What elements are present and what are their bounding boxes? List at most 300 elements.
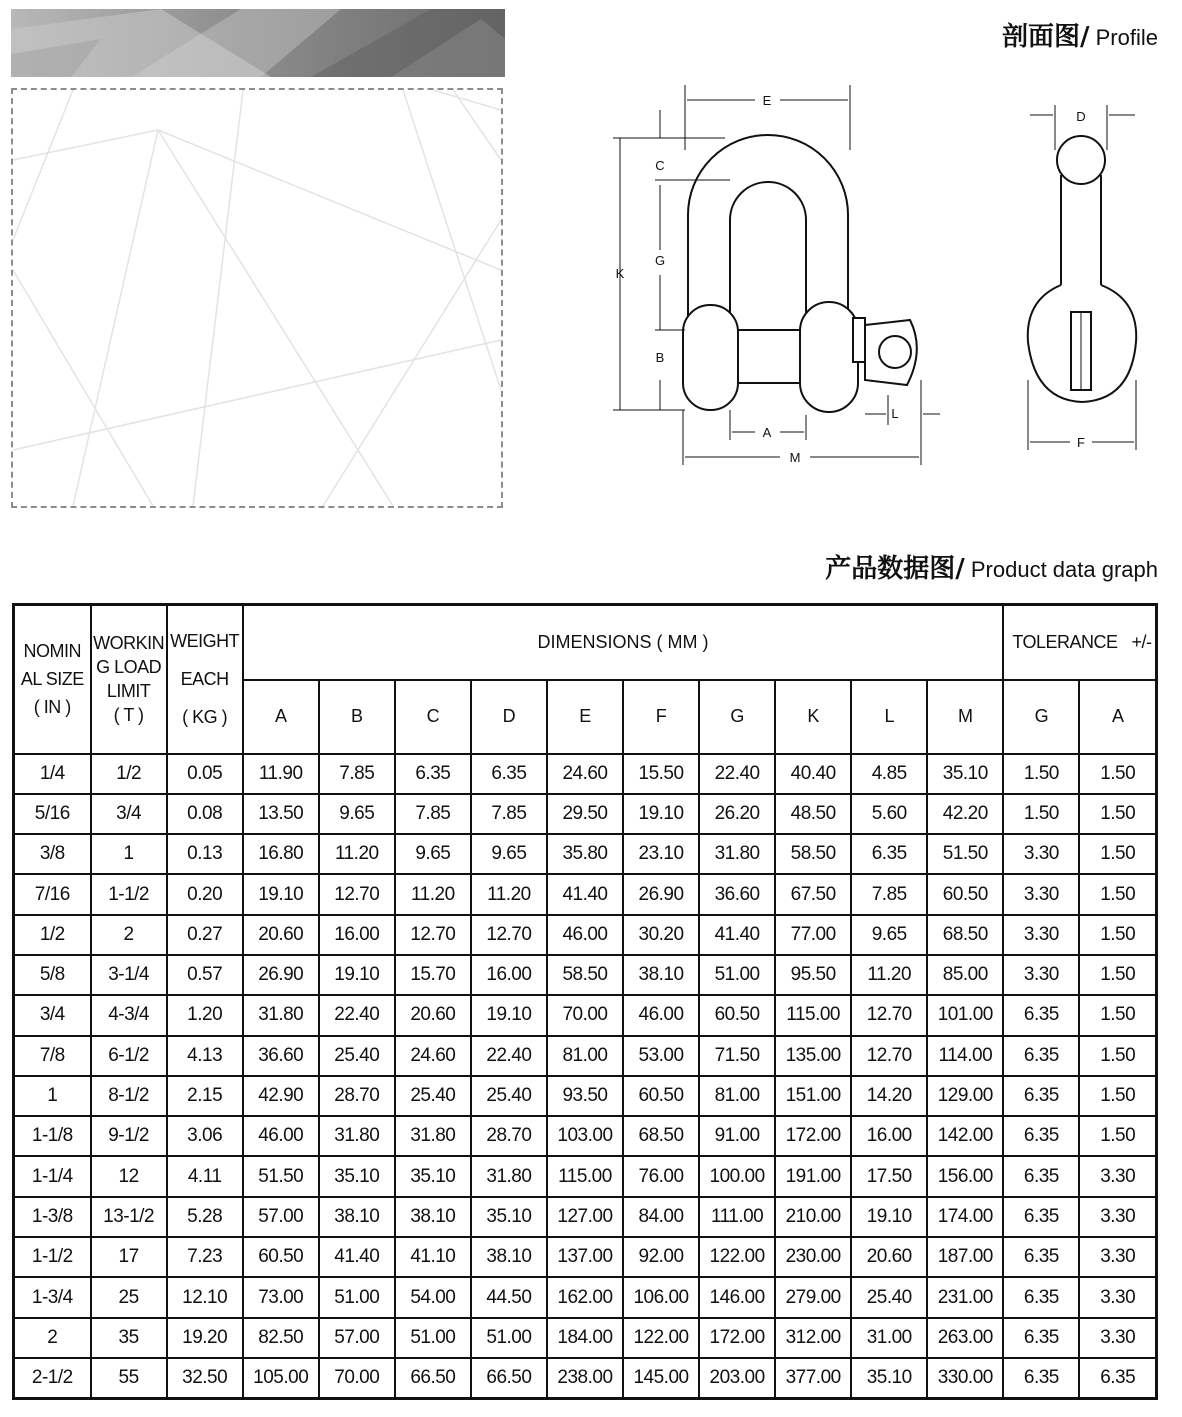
table-cell: 6-1/2 [91,1036,167,1076]
table-row [14,1318,1157,1358]
table-cell: 172.00 [775,1116,851,1156]
table-cell: 35.10 [395,1156,471,1196]
table-cell: 6.35 [1003,1036,1079,1076]
table-cell: 32.50 [167,1358,243,1398]
table-cell: 44.50 [471,1277,547,1317]
table-cell: 263.00 [927,1318,1003,1358]
table-cell: 31.80 [471,1156,547,1196]
table-cell: 1/2 [14,915,91,955]
table-cell: 31.80 [395,1116,471,1156]
table-cell: 22.40 [471,1036,547,1076]
profile-heading-en: Profile [1089,25,1158,50]
table-cell: 1.50 [1079,1076,1156,1116]
table-cell: 6.35 [1003,1318,1079,1358]
table-cell: 30.20 [623,915,699,955]
header-nominal-size [14,605,91,754]
table-cell: 12 [91,1156,167,1196]
table-row [14,915,1157,955]
header-line: ( KG ) [182,707,228,728]
table-cell: 41.40 [699,915,775,955]
table-cell: 9.65 [395,834,471,874]
table-cell: 42.90 [243,1076,319,1116]
header-dim-a: A [243,680,319,754]
table-cell: 3/4 [91,794,167,834]
table-row [14,1036,1157,1076]
table-cell: 22.40 [319,995,395,1035]
table-cell: 25.40 [395,1076,471,1116]
table-cell: 191.00 [775,1156,851,1196]
table-cell: 4.13 [167,1036,243,1076]
table-cell: 12.70 [319,874,395,914]
table-cell: 5.28 [167,1197,243,1237]
table-cell: 9.65 [319,794,395,834]
table-cell: 2 [14,1318,91,1358]
table-cell: 84.00 [623,1197,699,1237]
table-cell: 22.40 [699,754,775,794]
label-L: L [891,406,899,421]
table-cell: 31.80 [699,834,775,874]
table-cell: 11.20 [471,874,547,914]
table-cell: 51.50 [927,834,1003,874]
table-cell: 3/4 [14,995,91,1035]
table-cell: 312.00 [775,1318,851,1358]
table-cell: 1.50 [1079,874,1156,914]
table-cell: 238.00 [547,1358,623,1398]
table-cell: 12.70 [851,995,927,1035]
table-cell: 58.50 [547,955,623,995]
table-cell: 1.50 [1079,794,1156,834]
table-cell: 6.35 [851,834,927,874]
table-cell: 1.50 [1079,955,1156,995]
label-K: K [615,266,625,281]
header-dim-e: E [547,680,623,754]
label-B: B [655,350,665,365]
table-cell: 1 [91,834,167,874]
table-cell: 38.10 [471,1237,547,1277]
table-cell: 3.30 [1003,955,1079,995]
table-cell: 35.10 [851,1358,927,1398]
table-cell: 100.00 [699,1156,775,1196]
table-cell: 19.20 [167,1318,243,1358]
table-cell: 24.60 [395,1036,471,1076]
table-cell: 187.00 [927,1237,1003,1277]
table-cell: 1.50 [1079,1036,1156,1076]
label-F: F [1077,435,1085,450]
label-G: G [654,253,666,268]
table-cell: 48.50 [775,794,851,834]
table-cell: 38.10 [395,1197,471,1237]
table-cell: 31.00 [851,1318,927,1358]
table-cell: 7.23 [167,1237,243,1277]
table-cell: 11.20 [851,955,927,995]
table-cell: 279.00 [775,1277,851,1317]
table-cell: 231.00 [927,1277,1003,1317]
table-cell: 146.00 [699,1277,775,1317]
table-cell: 8-1/2 [91,1076,167,1116]
table-cell: 16.00 [319,915,395,955]
table-cell: 115.00 [775,995,851,1035]
table-cell: 106.00 [623,1277,699,1317]
table-cell: 7.85 [395,794,471,834]
table-cell: 57.00 [243,1197,319,1237]
table-cell: 70.00 [319,1358,395,1398]
header-tol-g: G [1003,680,1079,754]
table-cell: 29.50 [547,794,623,834]
table-cell: 2-1/2 [14,1358,91,1398]
table-cell: 6.35 [1003,1116,1079,1156]
table-cell: 6.35 [1003,1358,1079,1398]
table-cell: 51.00 [319,1277,395,1317]
table-cell: 26.90 [623,874,699,914]
table-cell: 114.00 [927,1036,1003,1076]
table-cell: 15.50 [623,754,699,794]
table-cell: 13.50 [243,794,319,834]
table-cell: 51.00 [471,1318,547,1358]
table-cell: 111.00 [699,1197,775,1237]
table-cell: 24.60 [547,754,623,794]
table-cell: 53.00 [623,1036,699,1076]
header-line: EACH [180,669,229,690]
table-cell: 12.70 [851,1036,927,1076]
product-photo-frame [11,88,503,508]
header-tolerance [1003,605,1156,680]
table-cell: 3.30 [1079,1318,1156,1358]
table-cell: 6.35 [1003,1156,1079,1196]
header-dim-c: C [395,680,471,754]
table-cell: 1-1/4 [14,1156,91,1196]
table-cell: 7/8 [14,1036,91,1076]
table-cell: 3.30 [1079,1237,1156,1277]
table-cell: 41.40 [547,874,623,914]
header-dim-l: L [851,680,927,754]
table-cell: 3.30 [1003,834,1079,874]
table-cell: 77.00 [775,915,851,955]
table-cell: 35.10 [319,1156,395,1196]
table-cell: 28.70 [471,1116,547,1156]
header-dim-b: B [319,680,395,754]
table-cell: 60.50 [243,1237,319,1277]
table-cell: 1.20 [167,995,243,1035]
table-cell: 25.40 [319,1036,395,1076]
table-cell: 46.00 [623,995,699,1035]
header-line: ( T ) [113,705,144,726]
table-cell: 28.70 [319,1076,395,1116]
table-cell: 19.10 [471,995,547,1035]
table-row [14,1116,1157,1156]
table-cell: 70.00 [547,995,623,1035]
table-cell: 3.30 [1079,1197,1156,1237]
header-dimensions: DIMENSIONS ( MM ) [243,605,1004,680]
table-cell: 40.40 [775,754,851,794]
table-cell: 129.00 [927,1076,1003,1116]
table-cell: 91.00 [699,1116,775,1156]
header-tol-a: A [1079,680,1156,754]
table-cell: 1.50 [1079,754,1156,794]
header-dim-k: K [775,680,851,754]
header-dim-m: M [927,680,1003,754]
table-cell: 6.35 [471,754,547,794]
table-cell: 25 [91,1277,167,1317]
table-cell: 0.27 [167,915,243,955]
shackle-dimension-drawing [595,80,1155,480]
table-cell: 2 [91,915,167,955]
table-cell: 20.60 [851,1237,927,1277]
table-cell: 3.30 [1079,1156,1156,1196]
table-cell: 1 [14,1076,91,1116]
table-cell: 162.00 [547,1277,623,1317]
table-cell: 5/16 [14,794,91,834]
table-cell: 4.11 [167,1156,243,1196]
table-cell: 38.10 [319,1197,395,1237]
table-cell: 184.00 [547,1318,623,1358]
table-cell: 82.50 [243,1318,319,1358]
table-cell: 14.20 [851,1076,927,1116]
table-cell: 17 [91,1237,167,1277]
table-cell: 1/4 [14,754,91,794]
table-cell: 68.50 [927,915,1003,955]
table-cell: 11.20 [395,874,471,914]
table-cell: 85.00 [927,955,1003,995]
header-line: ( IN ) [33,697,71,718]
header-tolerance-sign: +/- [1131,631,1152,652]
table-cell: 35.80 [547,834,623,874]
table-cell: 172.00 [699,1318,775,1358]
table-cell: 11.20 [319,834,395,874]
table-cell: 19.10 [623,794,699,834]
table-cell: 122.00 [623,1318,699,1358]
data-graph-heading [825,548,1158,585]
table-row [14,834,1157,874]
table-cell: 17.50 [851,1156,927,1196]
label-A: A [762,425,772,440]
table-cell: 7.85 [319,754,395,794]
table-cell: 51.00 [395,1318,471,1358]
table-cell: 95.50 [775,955,851,995]
table-cell: 68.50 [623,1116,699,1156]
table-cell: 92.00 [623,1237,699,1277]
table-cell: 11.90 [243,754,319,794]
table-cell: 26.90 [243,955,319,995]
table-cell: 6.35 [1003,995,1079,1035]
table-cell: 73.00 [243,1277,319,1317]
table-cell: 13-1/2 [91,1197,167,1237]
decorative-lines [13,90,501,506]
table-cell: 26.20 [699,794,775,834]
table-cell: 60.50 [927,874,1003,914]
table-cell: 15.70 [395,955,471,995]
table-cell: 1-1/2 [14,1237,91,1277]
table-row [14,1358,1157,1398]
table-cell: 230.00 [775,1237,851,1277]
table-cell: 4-3/4 [91,995,167,1035]
table-cell: 3.30 [1003,915,1079,955]
table-row [14,1237,1157,1277]
table-cell: 41.10 [395,1237,471,1277]
table-cell: 35.10 [927,754,1003,794]
label-M: M [789,450,801,465]
table-cell: 9.65 [851,915,927,955]
header-dim-g: G [699,680,775,754]
table-row [14,1076,1157,1116]
header-tolerance-label: TOLERANCE [1012,631,1118,652]
table-cell: 156.00 [927,1156,1003,1196]
header-dim-f: F [623,680,699,754]
table-cell: 3-1/4 [91,955,167,995]
table-cell: 5.60 [851,794,927,834]
table-cell: 16.80 [243,834,319,874]
table-cell: 66.50 [395,1358,471,1398]
profile-heading [1002,16,1158,53]
table-cell: 1.50 [1003,754,1079,794]
table-cell: 67.50 [775,874,851,914]
table-cell: 66.50 [471,1358,547,1398]
table-cell: 0.05 [167,754,243,794]
table-cell: 7/16 [14,874,91,914]
table-row [14,1277,1157,1317]
label-E: E [762,93,772,108]
data-graph-heading-en: Product data graph [964,557,1158,582]
table-cell: 3/8 [14,834,91,874]
table-cell: 19.10 [851,1197,927,1237]
table-cell: 25.40 [851,1277,927,1317]
table-cell: 20.60 [395,995,471,1035]
label-C: C [655,158,665,173]
table-cell: 330.00 [927,1358,1003,1398]
table-cell: 122.00 [699,1237,775,1277]
table-cell: 19.10 [319,955,395,995]
table-cell: 1.50 [1079,1116,1156,1156]
table-cell: 41.40 [319,1237,395,1277]
table-row [14,794,1157,834]
table-cell: 31.80 [243,995,319,1035]
table-row [14,1156,1157,1196]
table-cell: 0.57 [167,955,243,995]
table-cell: 210.00 [775,1197,851,1237]
table-cell: 6.35 [395,754,471,794]
header-banner [11,9,505,77]
table-cell: 145.00 [623,1358,699,1398]
table-cell: 55 [91,1358,167,1398]
table-cell: 7.85 [471,794,547,834]
table-cell: 36.60 [699,874,775,914]
table-cell: 6.35 [1003,1197,1079,1237]
table-cell: 25.40 [471,1076,547,1116]
table-cell: 1.50 [1079,995,1156,1035]
table-cell: 51.00 [699,955,775,995]
table-cell: 12.10 [167,1277,243,1317]
table-cell: 6.35 [1079,1358,1156,1398]
table-cell: 58.50 [775,834,851,874]
table-cell: 57.00 [319,1318,395,1358]
header-working-load-limit [91,605,167,754]
header-line: WEIGHT [170,631,240,652]
table-cell: 46.00 [547,915,623,955]
table-cell: 1.50 [1079,834,1156,874]
table-cell: 2.15 [167,1076,243,1116]
table-cell: 46.00 [243,1116,319,1156]
table-cell: 6.35 [1003,1277,1079,1317]
table-cell: 4.85 [851,754,927,794]
table-row [14,995,1157,1035]
table-cell: 38.10 [623,955,699,995]
header-dim-d: D [471,680,547,754]
table-cell: 12.70 [471,915,547,955]
table-cell: 81.00 [699,1076,775,1116]
table-cell: 135.00 [775,1036,851,1076]
table-cell: 19.10 [243,874,319,914]
table-cell: 203.00 [699,1358,775,1398]
header-line: AL SIZE [20,669,84,690]
table-cell: 6.35 [1003,1237,1079,1277]
table-cell: 142.00 [927,1116,1003,1156]
table-cell: 7.85 [851,874,927,914]
table-row [14,874,1157,914]
table-cell: 71.50 [699,1036,775,1076]
profile-heading-cn: 剖面图/ [1002,22,1090,52]
table-cell: 20.60 [243,915,319,955]
table-cell: 1/2 [91,754,167,794]
table-cell: 1-3/8 [14,1197,91,1237]
table-cell: 36.60 [243,1036,319,1076]
table-cell: 9-1/2 [91,1116,167,1156]
table-cell: 3.30 [1003,874,1079,914]
table-cell: 115.00 [547,1156,623,1196]
table-cell: 42.20 [927,794,1003,834]
header-line: WORKIN [93,633,165,654]
table-row [14,754,1157,794]
table-cell: 127.00 [547,1197,623,1237]
table-cell: 1.50 [1079,915,1156,955]
header-line: NOMIN [23,641,82,662]
table-cell: 1-3/4 [14,1277,91,1317]
table-cell: 0.08 [167,794,243,834]
header-line: G LOAD [96,657,162,678]
table-cell: 1.50 [1003,794,1079,834]
table-cell: 1-1/2 [91,874,167,914]
table-cell: 151.00 [775,1076,851,1116]
table-cell: 5/8 [14,955,91,995]
table-cell: 81.00 [547,1036,623,1076]
table-row [14,955,1157,995]
table-cell: 35 [91,1318,167,1358]
table-cell: 60.50 [699,995,775,1035]
table-cell: 174.00 [927,1197,1003,1237]
table-cell: 60.50 [623,1076,699,1116]
table-cell: 93.50 [547,1076,623,1116]
table-cell: 16.00 [851,1116,927,1156]
table-cell: 12.70 [395,915,471,955]
table-cell: 6.35 [1003,1076,1079,1116]
header-weight-each [167,605,243,754]
banner-graphic [11,9,505,77]
table-cell: 105.00 [243,1358,319,1398]
table-cell: 3.30 [1079,1277,1156,1317]
table-cell: 76.00 [623,1156,699,1196]
header-line: LIMIT [106,681,151,702]
table-cell: 9.65 [471,834,547,874]
table-cell: 51.50 [243,1156,319,1196]
table-row [14,1197,1157,1237]
shackle-spec-table [12,603,1158,1400]
table-cell: 0.13 [167,834,243,874]
table-cell: 31.80 [319,1116,395,1156]
table-cell: 1-1/8 [14,1116,91,1156]
table-cell: 35.10 [471,1197,547,1237]
table-cell: 3.06 [167,1116,243,1156]
data-graph-heading-cn: 产品数据图/ [825,554,965,584]
table-cell: 0.20 [167,874,243,914]
table-cell: 101.00 [927,995,1003,1035]
